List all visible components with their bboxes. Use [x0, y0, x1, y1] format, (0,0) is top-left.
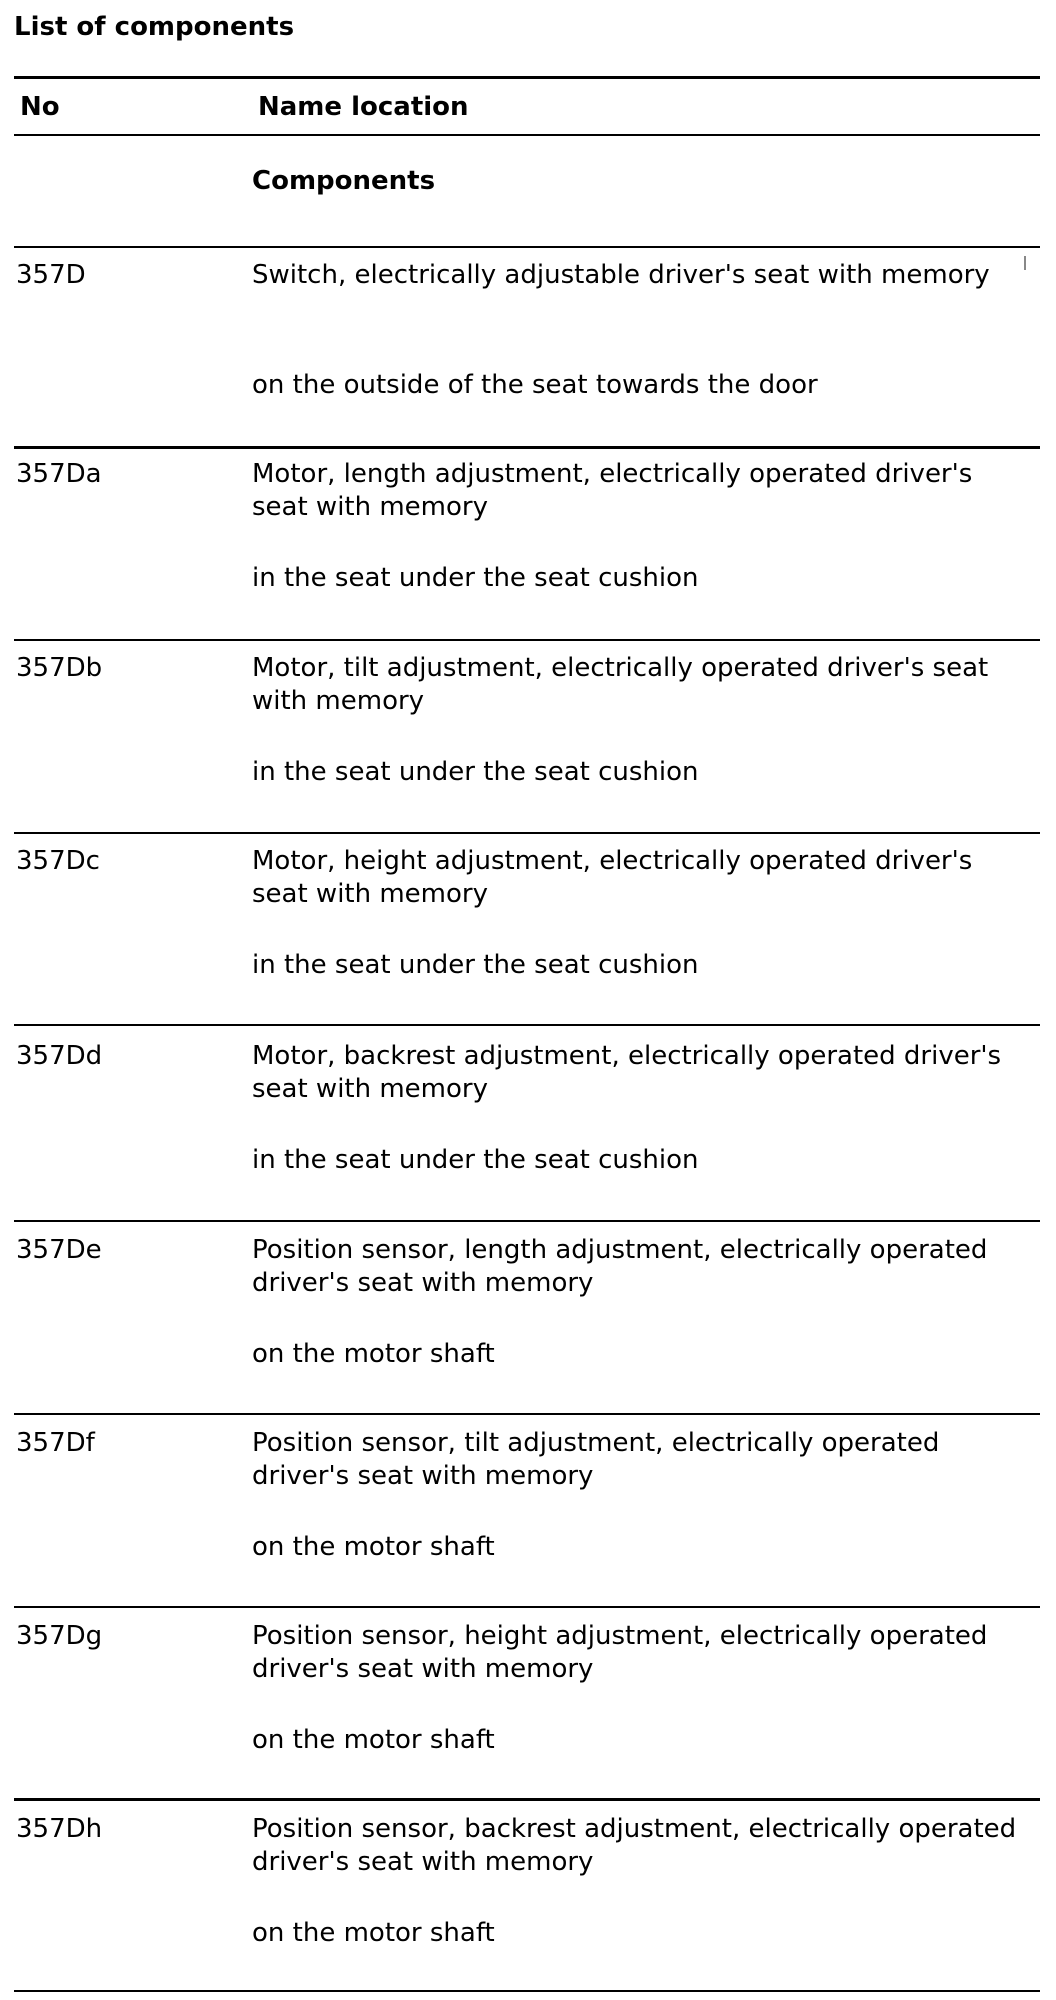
row-divider — [14, 1024, 1040, 1026]
row-divider — [14, 1798, 1040, 1801]
component-number: 357Df — [16, 1428, 95, 1458]
column-header-no: No — [20, 92, 60, 122]
component-name: Position sensor, backrest adjustment, electrically operated driver's seat with memory — [252, 1814, 1017, 1877]
component-location: in the seat under the seat cushion — [252, 1145, 699, 1175]
row-divider — [14, 832, 1040, 834]
component-number: 357Da — [16, 459, 102, 489]
component-name: Position sensor, length adjustment, electrically operated driver's seat with memory — [252, 1235, 988, 1298]
component-name: Motor, height adjustment, electrically operated driver's seat with memory — [252, 846, 973, 909]
component-number: 357D — [16, 260, 86, 290]
edge-mark — [1024, 256, 1026, 270]
table-top-rule — [14, 76, 1040, 79]
component-name: Switch, electrically adjustable driver's seat with memory — [252, 260, 990, 290]
section-divider — [14, 246, 1040, 248]
component-number: 357Dh — [16, 1814, 103, 1844]
component-location: in the seat under the seat cushion — [252, 757, 699, 787]
component-location: in the seat under the seat cushion — [252, 950, 699, 980]
component-location: on the motor shaft — [252, 1339, 495, 1369]
component-number: 357Dc — [16, 846, 100, 876]
row-divider — [14, 1220, 1040, 1222]
header-bottom-rule — [14, 134, 1040, 136]
component-location: on the motor shaft — [252, 1918, 495, 1948]
column-header-name-location: Name location — [258, 92, 469, 122]
component-number: 357Dg — [16, 1621, 103, 1651]
component-number: 357Dd — [16, 1041, 103, 1071]
component-location: on the motor shaft — [252, 1532, 495, 1562]
table-bottom-rule — [14, 1990, 1040, 1992]
section-label-components: Components — [252, 166, 436, 196]
component-location: on the outside of the seat towards the door — [252, 370, 818, 400]
row-divider — [14, 1413, 1040, 1415]
row-divider — [14, 1606, 1040, 1608]
component-location: on the motor shaft — [252, 1725, 495, 1755]
component-name: Motor, tilt adjustment, electrically operated driver's seat with memory — [252, 653, 989, 716]
row-divider — [14, 639, 1040, 641]
row-divider — [14, 446, 1040, 449]
component-number: 357De — [16, 1235, 102, 1265]
component-name: Position sensor, height adjustment, electrically operated driver's seat with memory — [252, 1621, 988, 1684]
component-name: Motor, length adjustment, electrically operated driver's seat with memory — [252, 459, 973, 522]
component-number: 357Db — [16, 653, 103, 683]
component-location: in the seat under the seat cushion — [252, 563, 699, 593]
component-name: Motor, backrest adjustment, electrically operated driver's seat with memory — [252, 1041, 1002, 1104]
component-name: Position sensor, tilt adjustment, electrically operated driver's seat with memory — [252, 1428, 940, 1491]
page-title: List of components — [14, 12, 295, 42]
